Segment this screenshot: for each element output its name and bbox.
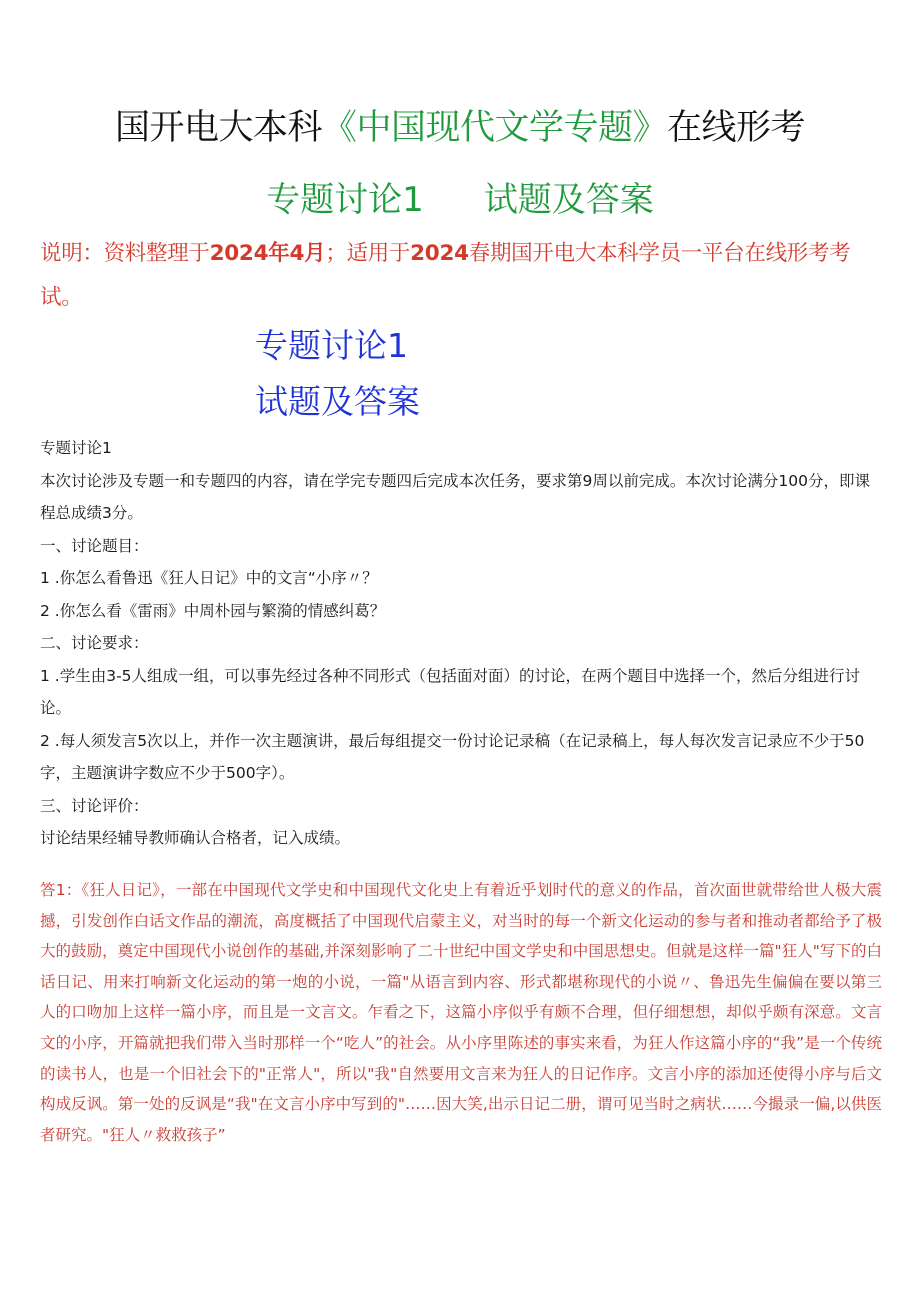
requirement-2: 2 .每人须发言5次以上，并作一次主题演讲，最后每组提交一份讨论记录稿（在记录稿上，每人每次发言记录应不少于50字，主题演讲字数应不少于500字）。 — [40, 731, 865, 782]
requirement-1: 1 .学生由3-5人组成一组，可以事先经过各种不同形式（包括面对面）的讨论，在两个题目中选择一个，然后分组进行讨论。 — [40, 666, 861, 717]
title-part-3: 在线形考 — [667, 108, 806, 148]
note-term: 2024 — [410, 241, 469, 266]
evaluation-text: 讨论结果经辅导教师确认合格者，记入成绩。 — [40, 829, 351, 847]
blue-heading-line-2: 试题及答案 — [255, 382, 420, 421]
body-intro: 本次讨论涉及专题一和专题四的内容，请在学完专题四后完成本次任务，要求第9周以前完成。本次讨论满分100分，即课程总成绩3分。 — [40, 471, 870, 522]
document-subtitle — [0, 172, 920, 221]
blue-heading-line-1: 专题讨论1 — [255, 326, 408, 365]
question-2: 2 .你怎么看《雷雨》中周朴园与繁漪的情感纠葛？ — [40, 601, 386, 620]
note-middle: ；适用于 — [325, 241, 411, 266]
subtitle-left: 专题讨论1 — [266, 180, 424, 220]
section-1-title: 一、讨论题目： — [40, 536, 149, 555]
discussion-body — [40, 432, 882, 855]
section-2-title: 二、讨论要求： — [40, 634, 149, 652]
title-course-name: 《中国现代文学专题》 — [321, 108, 667, 148]
body-heading: 专题讨论1 — [40, 439, 112, 457]
question-1: 1 .你怎么看鲁迅《狂人日记》中的文言“小序〃？ — [40, 569, 378, 587]
title-part-1: 国开电大本科 — [114, 108, 322, 148]
note-date: 2024年4月 — [209, 241, 326, 266]
answer-paragraph: 答1：《狂人日记》，一部在中国现代文学史和中国现代文化史上有着近乎划时代的意义的作品，首次面世就带给世人极大震撼，引发创作白话文作品的潮流，高度概括了中国现代启蒙主义，对当时的每一个新文化运动的参与者和推动者都给予了极大的鼓励，奠定中国现代小说创作的基础,并深刻影响了二十世纪中国文学史和中国思想史。但就是这样一篇"狂人"写下的白话日记、用来打响新文化运动的第一炮的小说，一篇"从语言到内容、形式都堪称现代的小说〃、鲁迅先生偏偏在要以第三人的口吻加上这样一篇小序，而且是一文言文。乍看之下，这篇小序似乎有颇不合理，但仔细想想，却似乎颇有深意。文言文的小序，开篇就把我们带入当时那样一个“吃人”的社会。从小序里陈述的事实来看，为狂人作这篇小序的“我”是一个传统的读书人，也是一个旧社会下的"正常人"，所以"我"自然要用文言来为狂人的日记作序。文言小序的添加还使得小序与后文构成反讽。第一处的反讽是“我"在文言小序中写到的"……因大笑,出示日记二册，谓可见当时之病状……今撮录一偏,以供医者研究。"狂人〃救救孩子” — [40, 881, 882, 1144]
document-title — [0, 100, 920, 150]
section-3-title: 三、讨论评价： — [40, 796, 149, 815]
note-prefix: 说明：资料整理于 — [40, 241, 210, 266]
note-paragraph — [40, 232, 880, 320]
subtitle-right: 试题及答案 — [483, 180, 654, 220]
note-suffix: 春期国开电大本科学员一平台在线形考考试。 — [40, 241, 851, 310]
